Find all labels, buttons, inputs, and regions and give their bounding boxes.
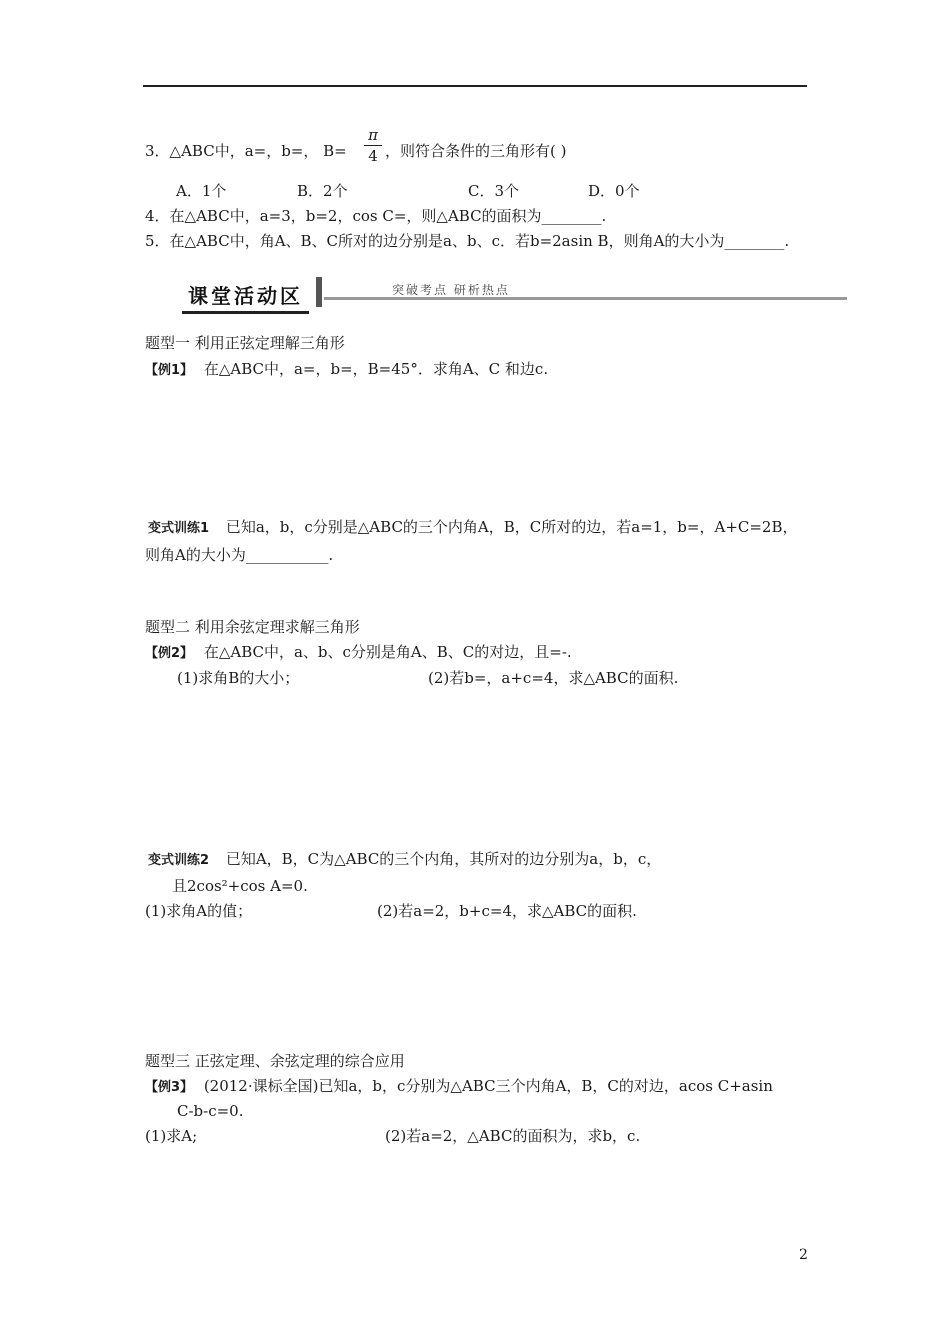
drill2-line1 xyxy=(148,849,661,871)
q3-option-d: D．0个 xyxy=(588,182,640,200)
header-rule xyxy=(143,85,807,87)
example3-text: (2012·课标全国)已知a，b，c分别为△ABC三个内角A，B，C的对边，acos C+asin xyxy=(203,1077,773,1095)
example3-label: 【例3】 xyxy=(145,1080,194,1095)
drill1-label: 变式训练1 xyxy=(148,521,210,536)
drill1-text: 已知a，b，c分别是△ABC的三个内角A，B，C所对的边，若a=1，b=，A+C=2B， xyxy=(225,518,798,536)
example1-label: 【例1】 xyxy=(145,363,194,378)
drill1-line2: 则角A的大小为___________. xyxy=(145,546,334,564)
drill2-label: 变式训练2 xyxy=(148,853,210,868)
example3-line1 xyxy=(145,1076,773,1098)
example1 xyxy=(145,359,548,381)
type1-heading: 题型一 利用正弦定理解三角形 xyxy=(145,334,345,352)
drill2-part2: (2)若a=2，b+c=4，求△ABC的面积. xyxy=(377,902,637,920)
section-subtitle: 突破考点 研析热点 xyxy=(392,283,510,297)
drill2-line2: 且2cos²+cos A=0. xyxy=(172,877,308,895)
example2-part2: (2)若b=，a+c=4，求△ABC的面积. xyxy=(428,669,679,687)
page-number: 2 xyxy=(799,1247,808,1263)
example2-text: 在△ABC中，a、b、c分别是角A、B、C的对边，且=-. xyxy=(203,643,572,661)
type3-heading: 题型三 正弦定理、余弦定理的综合应用 xyxy=(145,1052,405,1070)
section-bar xyxy=(316,277,322,307)
example2-part1: (1)求角B的大小； xyxy=(177,669,300,687)
drill1-line1 xyxy=(148,517,798,539)
q3-option-a: A．1个 xyxy=(176,182,227,200)
example1-text: 在△ABC中，a=，b=，B=45°．求角A、C 和边c. xyxy=(203,360,549,378)
example3-part2: (2)若a=2，△ABC的面积为，求b，c. xyxy=(385,1127,641,1145)
q3-option-b: B．2个 xyxy=(297,182,348,200)
q3-text-before: 3．△ABC中，a=，b=， B= xyxy=(145,142,347,160)
drill2-part1: (1)求角A的值； xyxy=(145,902,253,920)
q3-text-after: ，则符合条件的三角形有( ) xyxy=(385,142,567,160)
drill2-text: 已知A，B，C为△ABC的三个内角，其所对的边分别为a，b，c， xyxy=(225,850,662,868)
example3-part1: (1)求A; xyxy=(145,1127,198,1145)
q3-fraction-numerator: π xyxy=(368,126,378,144)
type2-heading: 题型二 利用余弦定理求解三角形 xyxy=(145,618,360,636)
q5-text: 5．在△ABC中，角A、B、C所对的边分别是a、b、c．若b=2asin B，则角A的大小为________. xyxy=(145,232,790,250)
example3-line2: C-b-c=0. xyxy=(177,1102,244,1120)
q3-fraction-denominator: 4 xyxy=(368,147,378,165)
section-title: 课堂活动区 xyxy=(182,278,309,314)
q4-text: 4．在△ABC中，a=3，b=2，cos C=，则△ABC的面积为________. xyxy=(145,207,607,225)
q3-fraction xyxy=(364,126,382,165)
q3-fraction-bar xyxy=(364,145,382,146)
example2 xyxy=(145,642,572,664)
q3-option-c: C．3个 xyxy=(468,182,520,200)
example2-label: 【例2】 xyxy=(145,646,194,661)
